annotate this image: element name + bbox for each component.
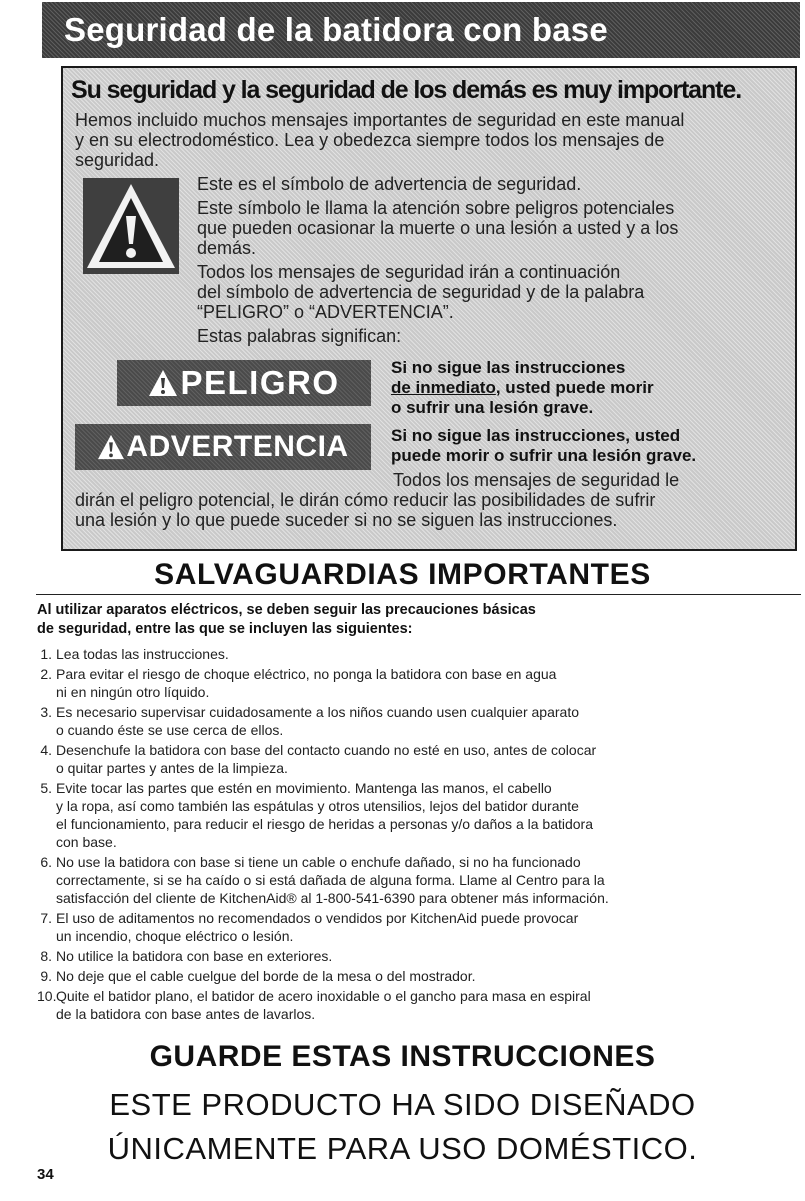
- safety-heading: Su seguridad y la seguridad de los demás es muy importante.: [71, 76, 742, 104]
- section-title: Seguridad de la batidora con base: [64, 11, 608, 48]
- list-item-number: 10.: [37, 988, 57, 1004]
- list-item: [37, 853, 787, 907]
- text-line: o sufrir una lesión grave.: [391, 398, 594, 417]
- list-item-number: 1.: [40, 646, 52, 662]
- list-item: [37, 967, 787, 985]
- list-item-text: un incendio, choque eléctrico o lesión.: [56, 928, 294, 944]
- list-item-text: Lea todas las instrucciones.: [56, 646, 229, 662]
- page-number: 34: [37, 1166, 54, 1183]
- list-item-text: correctamente, si se ha caído o si está dañada de alguna forma. Llame al Centro para la: [56, 872, 605, 888]
- list-item: [37, 909, 787, 945]
- danger-signal-label: [117, 360, 371, 406]
- list-item-text: Para evitar el riesgo de choque eléctrico, no ponga la batidora con base en agua: [56, 666, 557, 682]
- alert-triangle-icon: [97, 434, 125, 460]
- list-item-text: ni en ningún otro líquido.: [56, 684, 210, 700]
- text-line: Este es el símbolo de advertencia de seguridad.: [197, 174, 582, 194]
- list-item-text: Desenchufe la batidora con base del contacto cuando no esté en uso, antes de colocar: [56, 742, 597, 758]
- text-line: Este símbolo le llama la atención sobre peligros potenciales: [197, 198, 675, 218]
- text-line: Todos los mensajes de seguridad irán a continuación: [197, 262, 621, 282]
- list-item-number: 5.: [40, 780, 52, 796]
- list-item-text: No use la batidora con base si tiene un cable o enchufe dañado, si no ha funcionado: [56, 854, 581, 870]
- list-item-number: 8.: [40, 948, 52, 964]
- list-item-text: Evite tocar las partes que estén en movimiento. Mantenga las manos, el cabello: [56, 780, 552, 796]
- text-line: seguridad.: [75, 150, 160, 170]
- safeguards-title: SALVAGUARDIAS IMPORTANTES: [154, 558, 651, 591]
- text-line: Hemos incluido muchos mensajes importantes de seguridad en este manual: [75, 110, 685, 130]
- safety-intro: [75, 110, 684, 170]
- safety-alert-icon: [83, 178, 179, 274]
- list-item-text: satisfacción del cliente de KitchenAid® al 1-800-541-6390 para obtener más información.: [56, 890, 609, 906]
- warning-label-text: ADVERTENCIA: [126, 430, 349, 463]
- text-line: del símbolo de advertencia de seguridad y de la palabra: [197, 282, 645, 302]
- safeguards-intro: [37, 601, 536, 639]
- list-item-number: 3.: [40, 704, 52, 720]
- safety-notice-box: [61, 66, 797, 551]
- list-item-text: Es necesario supervisar cuidadosamente a los niños cuando usen cualquier aparato: [56, 704, 579, 720]
- closing-text-rest: [75, 490, 655, 530]
- list-item: [37, 703, 787, 739]
- list-item-text: No deje que el cable cuelgue del borde de la mesa o del mostrador.: [56, 968, 476, 984]
- list-item-number: 7.: [40, 910, 52, 926]
- list-item: [37, 947, 787, 965]
- closing-text-first: Todos los mensajes de seguridad le: [393, 470, 680, 490]
- text-line: dirán el peligro potencial, le dirán cómo reducir las posibilidades de sufrir: [75, 490, 656, 510]
- divider: [36, 594, 801, 595]
- danger-description: [391, 358, 654, 418]
- list-item-number: 9.: [40, 968, 52, 984]
- text-line: Estas palabras significan:: [197, 326, 402, 346]
- list-item-number: 2.: [40, 666, 52, 682]
- danger-label-text: PELIGRO: [180, 364, 340, 401]
- text-line: Si no sigue las instrucciones, usted: [391, 426, 681, 445]
- list-item-text: No utilice la batidora con base en exteriores.: [56, 948, 333, 964]
- text-line: una lesión y lo que puede suceder si no se siguen las instrucciones.: [75, 510, 618, 530]
- list-item-text: y la ropa, así como también las espátulas y otros utensilios, lejos del batidor durante: [56, 798, 579, 814]
- household-use-line-2: ÚNICAMENTE PARA USO DOMÉSTICO.: [107, 1131, 698, 1166]
- list-item: [37, 665, 787, 701]
- list-item: [37, 645, 787, 663]
- symbol-explanation: [197, 174, 678, 346]
- list-item: [37, 741, 787, 777]
- text-line: puede morir o sufrir una lesión grave.: [391, 446, 697, 465]
- text-line: demás.: [197, 238, 257, 258]
- text-fragment: , usted puede morir: [495, 378, 654, 397]
- text-line: de seguridad, entre las que se incluyen las siguientes:: [37, 621, 413, 637]
- text-line: Si no sigue las instrucciones: [391, 358, 626, 377]
- text-line: [391, 378, 654, 398]
- warning-description: [391, 426, 696, 466]
- list-item: [37, 987, 787, 1023]
- list-item-text: Quite el batidor plano, el batidor de acero inoxidable o el gancho para masa en espiral: [56, 988, 591, 1004]
- text-line: y en su electrodoméstico. Lea y obedezca siempre todos los mensajes de: [75, 130, 665, 150]
- section-header: [42, 2, 800, 58]
- list-item-text: con base.: [56, 834, 117, 850]
- text-line: “PELIGRO” o “ADVERTENCIA”.: [197, 302, 454, 322]
- list-item-text: El uso de aditamentos no recomendados o vendidos por KitchenAid puede provocar: [56, 910, 579, 926]
- save-instructions-heading: GUARDE ESTAS INSTRUCCIONES: [149, 1040, 656, 1073]
- text-line: que pueden ocasionar la muerte o una lesión a usted y a los: [197, 218, 679, 238]
- safeguards-list: [37, 645, 787, 1025]
- text-line: Al utilizar aparatos eléctricos, se deben seguir las precauciones básicas: [37, 602, 536, 618]
- list-item: [37, 779, 787, 851]
- warning-signal-label: [75, 424, 371, 470]
- list-item-text: o cuando éste se use cerca de ellos.: [56, 722, 284, 738]
- household-use-line-1: ESTE PRODUCTO HA SIDO DISEÑADO: [109, 1087, 696, 1122]
- alert-triangle-icon: [148, 369, 178, 397]
- list-item-number: 4.: [40, 742, 52, 758]
- list-item-text: el funcionamiento, para reducir el riesgo de heridas a personas y/o daños a la batidora: [56, 816, 593, 832]
- underlined-text: de inmediato: [391, 378, 496, 397]
- list-item-text: de la batidora con base antes de lavarlos.: [56, 1006, 316, 1022]
- list-item-text: o quitar partes y antes de la limpieza.: [56, 760, 288, 776]
- list-item-number: 6.: [40, 854, 52, 870]
